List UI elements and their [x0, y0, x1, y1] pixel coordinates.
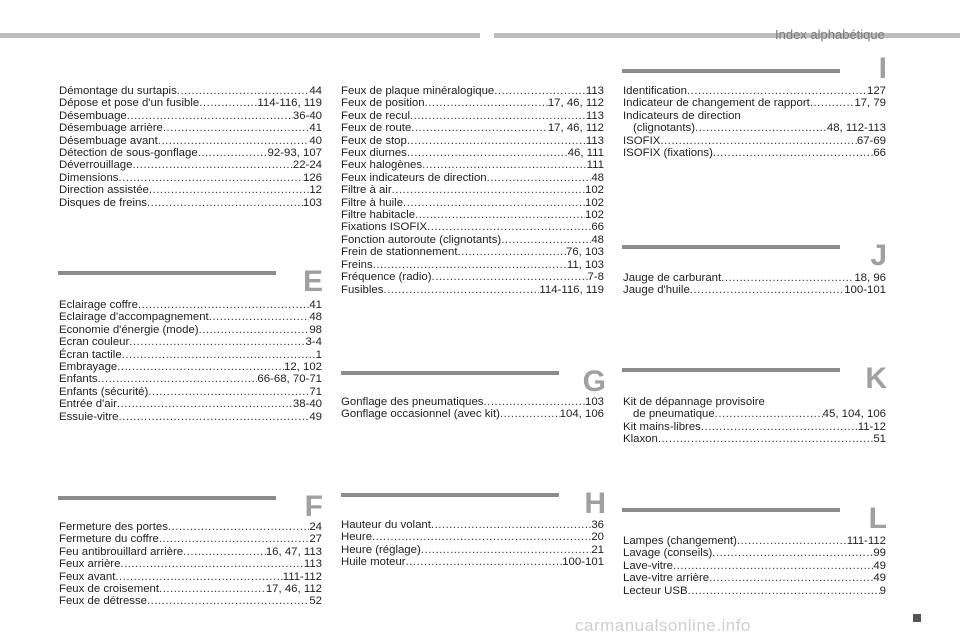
index-entry [341, 544, 604, 556]
index-entry [623, 585, 886, 597]
index-entry-leader [660, 135, 857, 147]
index-entry-page[interactable]: 67-69 [856, 134, 886, 147]
section-i-rule [622, 69, 840, 73]
section-k-rule [622, 368, 840, 372]
section-g-entries [341, 396, 604, 421]
index-entry-page[interactable]: 113 [585, 85, 604, 97]
index-entry-leader [122, 349, 316, 361]
index-entry-term: ISOFIX [623, 134, 661, 147]
index-entry-term: Enfants (sécurité) [59, 385, 149, 398]
index-entry [341, 271, 604, 283]
index-entry [341, 184, 604, 196]
index-entry-page[interactable]: 41 [309, 122, 322, 135]
section-e-rule [58, 271, 276, 275]
page-title: Index alphabétique [775, 27, 885, 42]
index-entry [59, 361, 322, 373]
index-entry [59, 159, 322, 171]
index-entry [59, 533, 322, 545]
index-entry [59, 386, 322, 398]
index-entry-page[interactable]: 16, 47, 113 [265, 545, 322, 558]
index-entry-term: Eclairage d'accompagnement [59, 311, 209, 324]
index-entry-term: Indicateur de changement de rapport [623, 97, 810, 110]
index-entry [59, 595, 322, 607]
index-entry [341, 85, 604, 97]
index-entry-term: Indicateurs de direction [623, 109, 741, 122]
index-entry-leader [127, 110, 293, 122]
index-entry-leader [148, 386, 309, 398]
index-entry-term: Gonflage occasionnel (avec kit) [341, 408, 500, 421]
index-entry-page[interactable]: 52 [309, 595, 322, 608]
index-entry-page[interactable]: 17, 46, 112 [265, 583, 322, 596]
section-h-letter: H [584, 487, 606, 520]
index-entry [341, 209, 604, 221]
index-entry-term: Feux diurnes [341, 147, 407, 160]
index-entry [341, 172, 604, 184]
index-entry-leader [159, 583, 266, 595]
section-j-entries [623, 272, 886, 297]
index-entry-leader [673, 560, 873, 572]
index-entry-term: Lecteur USB [623, 584, 688, 597]
top-rule-left [0, 33, 480, 38]
index-entry-page[interactable]: 102 [584, 184, 604, 197]
index-entry [341, 234, 604, 246]
index-entry-term: Feux de détresse [59, 595, 148, 608]
index-entry [59, 324, 322, 336]
index-entry [59, 172, 322, 184]
index-entry-term: Désembuage [59, 109, 127, 122]
index-entry-term: Fonction autoroute (clignotants) [341, 233, 502, 246]
index-entry [59, 583, 322, 595]
section-i-entries [623, 85, 886, 159]
index-entry [341, 97, 604, 109]
index-entry-leader [177, 85, 310, 97]
index-entry-term: Fermeture des portes [59, 521, 168, 533]
index-entry-leader [501, 234, 591, 246]
index-entry-term: Jauge de carburant [623, 272, 722, 284]
top-rule-right [494, 33, 960, 38]
index-entry [59, 349, 322, 361]
index-entry-leader [119, 411, 310, 423]
index-entry-page[interactable]: 103 [584, 396, 604, 408]
index-entry [59, 311, 322, 323]
index-entry-leader [147, 595, 309, 607]
index-entry [623, 421, 886, 433]
index-entry-leader [199, 324, 310, 336]
index-entry-term: Feux halogènes [341, 159, 423, 172]
index-entry-term: Feux de plaque minéralogique [341, 85, 495, 97]
index-entry-term: Démontage du surtapis [59, 85, 177, 97]
index-entry-leader [695, 122, 827, 134]
index-entry [341, 159, 604, 171]
index-entry-page[interactable]: 17, 46, 112 [547, 97, 604, 110]
index-entry-page[interactable]: 48, 112-113 [826, 122, 886, 135]
section-h-entries [341, 519, 604, 569]
index-entry-page[interactable]: 48 [309, 311, 322, 324]
index-entry-leader [487, 172, 592, 184]
index-entry-term: Désembuage avant [59, 134, 158, 147]
index-entry-leader [149, 184, 309, 196]
index-entry-leader [407, 147, 568, 159]
index-entry-term: Feux arrière [59, 558, 121, 571]
index-entry-leader [483, 396, 585, 408]
index-entry [341, 147, 604, 159]
index-entry-page[interactable]: 36-40 [292, 109, 322, 122]
index-entry-term: Frein de stationnement [341, 246, 458, 259]
index-entry-term: (clignotants) [633, 122, 696, 135]
index-entry-leader [500, 408, 560, 420]
index-entry-term: Feu antibrouillard arrière [59, 545, 184, 558]
index-entry-page[interactable]: 36 [591, 519, 604, 531]
index-entry-leader [721, 272, 854, 284]
index-entry-leader [407, 135, 586, 147]
index-entry-term: Feux indicateurs de direction [341, 171, 487, 184]
index-entry-term: Feux de position [341, 97, 425, 110]
index-entry-leader [411, 122, 548, 134]
index-entry [59, 398, 322, 410]
index-entry-page[interactable]: 49 [873, 572, 886, 585]
index-entry-term: Filtre à air [341, 184, 392, 197]
index-entry [341, 284, 604, 296]
index-entry-leader [410, 110, 586, 122]
index-entry [341, 122, 604, 134]
index-entry-page[interactable]: 12 [309, 184, 322, 197]
index-entry-term: Feux de croisement [59, 583, 160, 596]
index-entry-leader [117, 361, 284, 373]
index-entry [341, 221, 604, 233]
index-entry-term: Désembuage arrière [59, 122, 163, 135]
index-entry-page[interactable]: 51 [873, 433, 886, 446]
index-entry-term: Fixations ISOFIX [341, 221, 428, 234]
index-entry [623, 135, 886, 147]
index-entry-term: Fermeture du coffre [59, 533, 159, 546]
watermark: carmanualsonline.info [575, 616, 751, 635]
index-entry-term: Filtre habitacle [341, 209, 416, 222]
index-entry-term: Dépose et pose d'un fusible [59, 97, 200, 110]
index-entry [59, 546, 322, 558]
index-entry-page[interactable]: 113 [585, 109, 604, 122]
index-entry-leader [425, 97, 548, 109]
index-entry-page[interactable]: 9 [879, 584, 886, 597]
index-entry [623, 433, 886, 445]
index-entry-leader [163, 122, 309, 134]
index-entry-page[interactable]: 126 [302, 171, 322, 184]
index-entry [341, 197, 604, 209]
index-entry-page[interactable]: 98 [309, 323, 322, 336]
index-entry-term: Fusibles [341, 283, 384, 296]
index-entry [59, 110, 322, 122]
index-entry [59, 85, 322, 97]
index-entry-leader [406, 556, 563, 568]
index-entry-page[interactable]: 66 [873, 147, 886, 160]
section-i-letter: I [878, 52, 887, 85]
index-entry-leader [120, 558, 303, 570]
section-j-rule [622, 245, 840, 249]
index-entry-term: Détection de sous-gonflage [59, 147, 198, 160]
index-entry-page[interactable]: 103 [302, 196, 322, 209]
index-entry [341, 556, 604, 568]
index-entry-term: Feux de recul [341, 109, 411, 122]
index-entry-leader [713, 147, 873, 159]
index-entry-term: Dimensions [59, 171, 119, 184]
index-entry-leader [494, 85, 586, 97]
index-entry-page[interactable]: 27 [309, 533, 322, 546]
index-entry-term: Huile moteur [341, 556, 406, 569]
index-entry [59, 197, 322, 209]
section-l-entries [623, 535, 886, 597]
index-entry [623, 572, 886, 584]
index-entry-leader [403, 197, 585, 209]
index-entry-page[interactable]: 49 [309, 410, 322, 423]
index-entry [341, 531, 604, 543]
index-entry-term: Lave-vitre arrière [623, 572, 710, 585]
index-entry-page[interactable]: 104, 106 [559, 408, 604, 421]
index-entry [59, 299, 322, 311]
index-entry [623, 284, 886, 296]
index-entry-leader [415, 209, 585, 221]
index-entry-leader [690, 284, 844, 296]
index-entry [59, 184, 322, 196]
index-entry-term: Lampes (changement) [623, 535, 737, 547]
index-entry-page[interactable]: 76, 103 [565, 246, 604, 259]
index-entry-leader [422, 159, 587, 171]
index-entry-leader [168, 521, 309, 533]
index-entry-page[interactable]: 49 [873, 559, 886, 572]
index-entry-leader [427, 221, 591, 233]
index-entry-term: Entrée d'air [59, 398, 117, 411]
index-entry-page[interactable]: 102 [584, 209, 604, 222]
index-entry-term: Embrayage [59, 361, 118, 374]
index-entry [59, 336, 322, 348]
index-entry-page[interactable]: 20 [591, 531, 604, 544]
index-entry [623, 110, 886, 122]
index-entry-page[interactable]: 40 [309, 134, 322, 147]
section-h-rule [341, 493, 559, 497]
index-entry-leader [432, 271, 588, 283]
index-entry-page[interactable]: 45, 104, 106 [822, 408, 886, 421]
index-entry [623, 97, 886, 109]
section-f-continued-entries [341, 85, 604, 296]
index-entry-page[interactable]: 111-112 [282, 570, 322, 583]
index-entry-leader [115, 571, 282, 583]
index-entry-page[interactable]: 114-116, 119 [257, 97, 322, 110]
index-entry-leader [199, 97, 257, 109]
index-entry-term: Essuie-vitre [59, 410, 119, 423]
index-entry-leader [421, 544, 592, 556]
index-entry-leader [373, 259, 567, 271]
index-entry-page[interactable]: 100-101 [562, 556, 604, 569]
index-entry [341, 110, 604, 122]
index-entry-term: Enfants [59, 373, 98, 386]
section-j-letter: J [870, 239, 887, 272]
index-entry-leader [147, 197, 303, 209]
index-entry-term: Kit mains-libres [623, 420, 701, 433]
section-d-entries [59, 85, 322, 209]
index-entry [59, 97, 322, 109]
index-entry-page[interactable]: 100-101 [844, 284, 886, 297]
index-entry-term: Kit de dépannage provisoire [623, 396, 765, 408]
page-end-marker [913, 614, 921, 622]
section-e-entries [59, 299, 322, 423]
index-entry-leader [658, 433, 873, 445]
index-entry-leader [159, 533, 310, 545]
index-entry-page[interactable]: 71 [309, 385, 322, 398]
index-entry-page[interactable]: 17, 46, 112 [547, 122, 604, 135]
index-entry-page[interactable]: 99 [873, 547, 886, 560]
index-entry-page[interactable]: 11-12 [857, 420, 886, 433]
index-entry-leader [712, 547, 873, 559]
index-entry-term: Ecran couleur [59, 336, 130, 349]
index-entry-term: Feux avant [59, 570, 116, 583]
index-entry-page[interactable]: 66 [591, 221, 604, 234]
index-entry-term: Heure [341, 531, 373, 544]
section-k-entries [623, 396, 886, 446]
index-entry-page[interactable]: 46, 111 [567, 147, 604, 160]
index-entry-term: Gonflage des pneumatiques [341, 396, 484, 408]
index-entry-page[interactable]: 22-24 [292, 159, 322, 172]
section-e-letter: E [302, 265, 323, 298]
index-entry-leader [715, 408, 823, 420]
index-entry-page[interactable]: 48 [591, 233, 604, 246]
index-entry-leader [138, 299, 309, 311]
index-entry [59, 558, 322, 570]
index-entry [59, 373, 322, 385]
index-entry [341, 246, 604, 258]
index-entry-page[interactable]: 113 [303, 558, 322, 571]
section-g-letter: G [582, 365, 606, 398]
index-entry-term: Eclairage coffre [59, 299, 138, 311]
index-entry-term: Jauge d'huile [623, 284, 690, 297]
index-entry-term: Feux de stop [341, 134, 407, 147]
index-entry-term: Filtre à huile [341, 196, 404, 209]
index-entry-term: Direction assistée [59, 184, 149, 197]
index-entry-term: Disques de freins [59, 196, 148, 209]
index-entry-page[interactable]: 111 [586, 159, 604, 172]
index-entry-page[interactable]: 11, 103 [566, 258, 604, 271]
index-entry-leader [98, 373, 258, 385]
index-entry [341, 408, 604, 420]
index-entry-leader [709, 572, 873, 584]
index-entry [623, 560, 886, 572]
index-entry-leader [198, 147, 268, 159]
index-entry-page[interactable]: 66-68, 70-71 [257, 373, 322, 386]
index-entry-leader [372, 531, 591, 543]
index-entry-leader [209, 311, 310, 323]
index-entry-page[interactable]: 114-116, 119 [539, 283, 604, 296]
index-entry [59, 122, 322, 134]
index-entry-page[interactable]: 18, 96 [854, 272, 886, 284]
index-entry-term: Economie d'énergie (mode) [59, 323, 199, 336]
index-entry-term: Fréquence (radio) [341, 271, 432, 284]
section-f-letter: F [304, 490, 323, 523]
index-entry [623, 147, 886, 159]
index-entry-page[interactable]: 92-93, 107 [267, 147, 322, 160]
index-entry-page[interactable]: 41 [309, 299, 322, 311]
section-f-entries [59, 521, 322, 608]
index-entry-page[interactable]: 38-40 [292, 398, 322, 411]
index-entry-page[interactable]: 12, 102 [283, 361, 322, 374]
index-entry-page[interactable]: 3-4 [305, 336, 322, 349]
index-entry-term: Déverrouillage [59, 159, 133, 172]
index-entry [623, 272, 886, 284]
index-entry-term: Hauteur du volant [341, 519, 431, 531]
section-l-letter: L [868, 502, 887, 535]
index-entry-leader [129, 336, 305, 348]
index-entry-leader [392, 184, 585, 196]
index-entry-term: Identification [623, 85, 687, 97]
index-entry-term: Écran tactile [59, 348, 122, 361]
section-k-letter: K [865, 362, 887, 395]
index-entry [341, 519, 604, 531]
index-entry-term: Lavage (conseils) [623, 547, 713, 560]
index-entry-leader [458, 246, 566, 258]
index-entry [623, 85, 886, 97]
index-entry-page[interactable]: 102 [584, 196, 604, 209]
index-entry-leader [132, 159, 292, 171]
index-entry-leader [687, 85, 867, 97]
index-entry-term: Klaxon [623, 433, 658, 446]
index-entry-term: Feux de route [341, 122, 412, 135]
index-entry [341, 396, 604, 408]
index-entry-leader [117, 398, 293, 410]
index-entry [59, 521, 322, 533]
section-f-rule [58, 496, 276, 500]
index-entry-page[interactable]: 17, 79 [854, 97, 886, 110]
index-entry-page[interactable]: 127 [866, 85, 886, 97]
index-entry-leader [737, 535, 847, 547]
index-entry-leader [810, 97, 855, 109]
index-entry-page[interactable]: 21 [591, 543, 604, 556]
index-entry-page[interactable]: 24 [309, 521, 322, 533]
index-entry-leader [183, 546, 266, 558]
index-entry-page[interactable]: 48 [591, 171, 604, 184]
index-entry-page[interactable]: 111-112 [846, 535, 886, 547]
index-entry [59, 135, 322, 147]
index-entry-term: Lave-vitre [623, 559, 674, 572]
index-entry-page[interactable]: 113 [585, 134, 604, 147]
index-entry-leader [431, 519, 591, 531]
index-entry [59, 571, 322, 583]
index-entry-page[interactable]: 44 [309, 85, 322, 97]
index-entry-leader [383, 284, 539, 296]
index-entry [341, 259, 604, 271]
index-entry [623, 396, 886, 408]
index-entry-term: de pneumatique [633, 408, 715, 421]
index-entry-page[interactable]: 1 [315, 348, 322, 361]
section-l-rule [622, 508, 840, 512]
index-entry-leader [119, 172, 303, 184]
index-entry-page[interactable]: 7-8 [587, 271, 604, 284]
index-entry-term: ISOFIX (fixations) [623, 147, 713, 160]
index-entry [623, 408, 886, 420]
index-entry-term: Freins [341, 258, 373, 271]
index-entry-leader [688, 585, 880, 597]
index-entry [59, 147, 322, 159]
index-entry [623, 535, 886, 547]
index-entry [341, 135, 604, 147]
index-entry-leader [158, 135, 310, 147]
index-entry [623, 122, 886, 134]
index-entry [623, 547, 886, 559]
index-entry-leader [701, 421, 858, 433]
index-entry-term: Heure (réglage) [341, 543, 421, 556]
index-entry [59, 411, 322, 423]
section-g-rule [341, 371, 559, 375]
